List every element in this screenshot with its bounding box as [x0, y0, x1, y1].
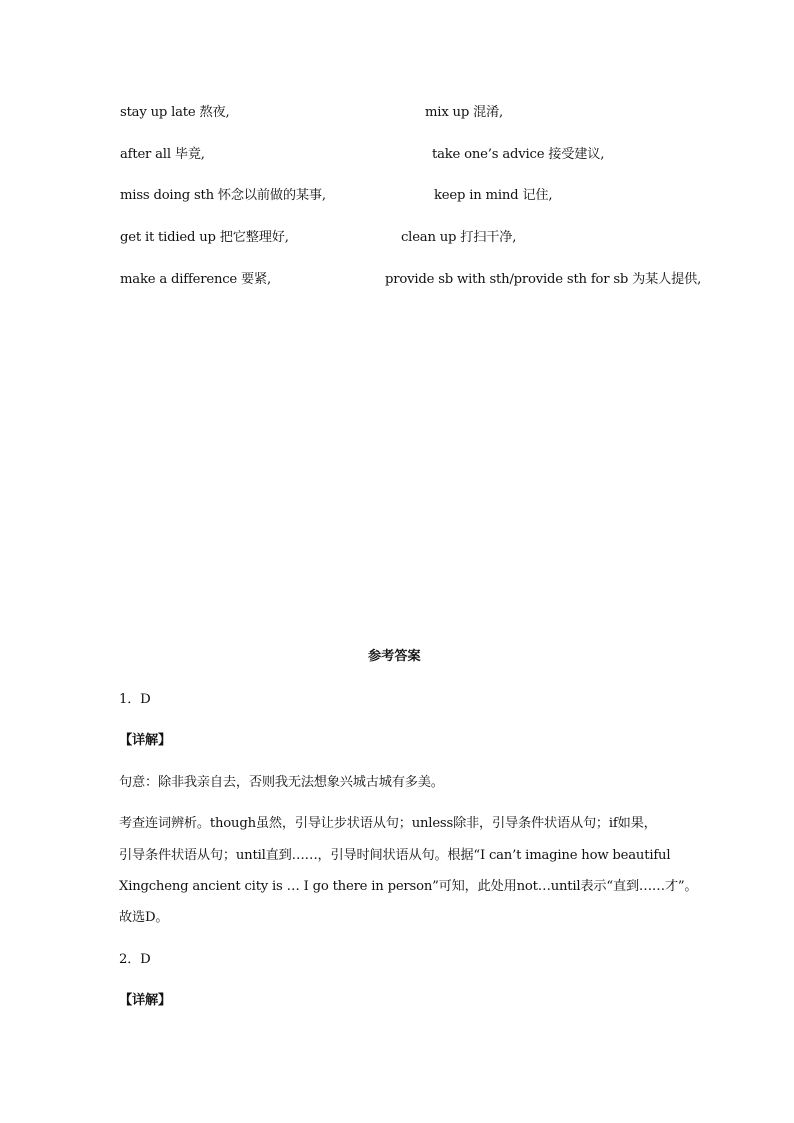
- q1-analysis-line3: Xingcheng ancient city is … I go there in person”可知，此处用not…until表示“直到……才”。: [119, 879, 698, 894]
- phrase-row-5-left: make a difference 要紧,: [120, 272, 271, 287]
- phrase-row-2-left: after all 毕竟,: [120, 147, 205, 162]
- answers-title: 参考答案: [368, 649, 421, 664]
- q1-analysis-line2: 引导条件状语从句；until直到……，引导时间状语从句。根据“I can’t imagine how beautiful: [119, 848, 671, 863]
- phrase-row-1-left: stay up late 熬夜,: [120, 105, 230, 120]
- q1-detail-label: 【详解】: [119, 733, 171, 748]
- q1-number: 1．D: [119, 692, 151, 707]
- phrase-row-3-right: keep in mind 记住,: [434, 188, 553, 203]
- phrase-row-1-right: mix up 混淆,: [425, 105, 504, 120]
- phrase-row-4-left: get it tidied up 把它整理好,: [120, 230, 289, 245]
- phrase-row-3-left: miss doing sth 怀念以前做的某事,: [120, 188, 326, 203]
- q1-conclusion: 故选D。: [119, 910, 169, 925]
- q2-number: 2．D: [119, 952, 151, 967]
- q1-analysis-line1: 考查连词辨析。though虽然，引导让步状语从句；unless除非，引导条件状语从句；if如果，: [119, 816, 657, 831]
- phrase-row-2-right: take one’s advice 接受建议,: [432, 147, 605, 162]
- phrase-row-4-right: clean up 打扫干净,: [401, 230, 517, 245]
- phrase-row-5-right: provide sb with sth/provide sth for sb 为某人提供,: [385, 272, 702, 287]
- q2-detail-label: 【详解】: [119, 993, 171, 1008]
- q1-meaning: 句意：除非我亲自去，否则我无法想象兴城古城有多美。: [119, 775, 444, 790]
